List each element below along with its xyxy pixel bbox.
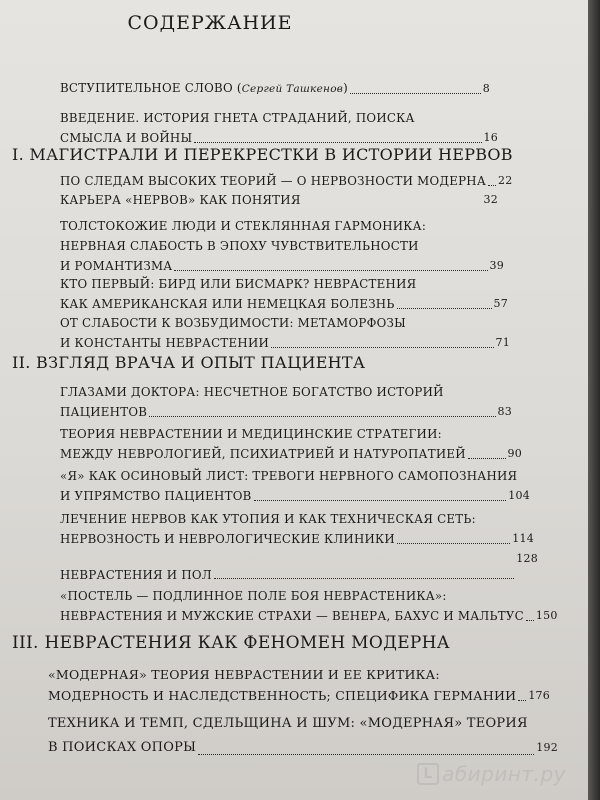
entry-row — [60, 529, 534, 549]
leader-dots — [174, 269, 487, 271]
entry-line: ПАЦИЕНТОВ — [60, 405, 148, 419]
leader-dots — [198, 753, 534, 755]
page-title: СОДЕРЖАНИЕ — [127, 12, 293, 34]
entry-line: ОТ СЛАБОСТИ К ВОЗБУДИМОСТИ: МЕТАМОРФОЗЫ — [60, 316, 407, 330]
leader-dots — [214, 577, 514, 579]
entry-line: И РОМАНТИЗМА — [60, 259, 173, 273]
toc-entry-chapter — [60, 552, 538, 585]
toc-entry-chapter — [60, 382, 512, 422]
page-number: 150 — [535, 609, 558, 622]
page-number: 83 — [497, 405, 512, 418]
toc-entry-chapter — [60, 216, 504, 276]
entry-line: ЛЕЧЕНИЕ НЕРВОВ КАК УТОПИЯ И КАК ТЕХНИЧЕСКАЯ СЕТЬ: — [60, 512, 476, 526]
entry-line: НЕРВОЗНОСТЬ И НЕВРОЛОГИЧЕСКИЕ КЛИНИКИ — [60, 532, 395, 546]
entry-line: КАРЬЕРА «НЕРВОВ» КАК ПОНЯТИЯ — [60, 193, 301, 207]
entry-line: ПО СЛЕДАМ ВЫСОКИХ ТЕОРИЙ — О НЕРВОЗНОСТИ МОДЕРНА — [60, 174, 486, 188]
page-number: 192 — [536, 741, 558, 754]
entry-line: МЕЖДУ НЕВРОЛОГИЕЙ, ПСИХИАТРИЕЙ И НАТУРОПАТИЕЙ — [60, 447, 466, 461]
page-number: 90 — [507, 447, 522, 460]
toc-entry-chapter — [60, 509, 534, 549]
leader-dots — [397, 307, 492, 309]
part-heading-3: III. НЕВРАСТЕНИЯ КАК ФЕНОМЕН МОДЕРНА — [12, 633, 450, 653]
entry-line: В ПОИСКАХ ОПОРЫ — [48, 740, 197, 755]
labirint-watermark — [417, 762, 566, 786]
leader-dots — [526, 619, 534, 621]
entry-line: НЕВРАСТЕНИЯ И МУЖСКИЕ СТРАХИ — ВЕНЕРА, БАХУС И МАЛЬТУС — [60, 609, 524, 623]
leader-dots — [350, 92, 481, 94]
leader-dots — [149, 415, 495, 417]
page-number: 32 — [483, 193, 498, 206]
entry-text: ВСТУПИТЕЛЬНОЕ СЛОВО (Сергей Ташкенов) — [60, 81, 348, 95]
page-number: 176 — [528, 689, 551, 702]
page-number: 16 — [483, 131, 498, 144]
leader-dots — [254, 499, 507, 501]
toc-entry-chapter — [60, 466, 530, 506]
page-number: 39 — [489, 259, 504, 272]
toc-entry-chapter — [60, 274, 508, 314]
entry-row — [60, 256, 504, 276]
toc-entry-chapter — [60, 190, 498, 210]
entry-row — [48, 736, 558, 760]
entry-row — [60, 552, 538, 585]
page-number: 22 — [498, 174, 513, 187]
page-number: 71 — [495, 336, 510, 349]
part-heading-1: I. МАГИСТРАЛИ И ПЕРЕКРЕСТКИ В ИСТОРИИ НЕРВОВ — [12, 145, 513, 164]
watermark-text: абиринт.ру — [442, 762, 566, 786]
entry-row — [60, 402, 512, 422]
entry-row — [48, 685, 551, 706]
toc-entry-chapter — [60, 424, 522, 464]
toc-entry-chapter — [60, 171, 513, 191]
entry-row — [60, 444, 522, 464]
entry-line: КАК АМЕРИКАНСКАЯ ИЛИ НЕМЕЦКАЯ БОЛЕЗНЬ — [60, 297, 395, 311]
leader-dots — [303, 203, 482, 205]
page-number: 128 — [516, 552, 538, 565]
entry-row — [60, 78, 490, 99]
entry-line: И УПРЯМСТВО ПАЦИЕНТОВ — [60, 489, 252, 503]
page-number: 104 — [508, 489, 530, 502]
entry-line: НЕВРАСТЕНИЯ И ПОЛ — [60, 568, 212, 582]
entry-row — [60, 171, 513, 191]
entry-line: ВВЕДЕНИЕ. ИСТОРИЯ ГНЕТА СТРАДАНИЙ, ПОИСКА — [60, 111, 415, 125]
entry-line: МОДЕРНОСТЬ И НАСЛЕДСТВЕННОСТЬ; СПЕЦИФИКА ГЕРМАНИИ — [48, 688, 517, 703]
author-name: Сергей Ташкенов — [241, 83, 344, 95]
toc-entry-chapter — [60, 586, 558, 626]
entry-line: «ПОСТЕЛЬ — ПОДЛИННОЕ ПОЛЕ БОЯ НЕВРАСТЕНИКА»: — [60, 589, 447, 603]
entry-line: ГЛАЗАМИ ДОКТОРА: НЕСЧЕТНОЕ БОГАТСТВО ИСТОРИЙ — [60, 385, 444, 399]
page-number: 114 — [512, 532, 534, 545]
toc-entry-foreword — [60, 78, 490, 99]
leader-dots — [468, 457, 506, 459]
entry-line: НЕРВНАЯ СЛАБОСТЬ В ЭПОХУ ЧУВСТВИТЕЛЬНОСТИ — [60, 239, 419, 253]
toc-entry-chapter — [48, 664, 551, 706]
leader-dots — [271, 346, 493, 348]
entry-row — [60, 333, 510, 353]
entry-row — [60, 606, 558, 626]
page-number: 8 — [482, 82, 490, 95]
leader-dots — [194, 141, 481, 143]
entry-row — [60, 294, 508, 314]
entry-line: «МОДЕРНАЯ» ТЕОРИЯ НЕВРАСТЕНИИ И ЕЕ КРИТИКА: — [48, 667, 440, 682]
toc-entry-chapter — [60, 313, 510, 353]
leader-dots — [488, 184, 496, 186]
entry-row — [60, 190, 498, 210]
entry-line: ТОЛСТОКОЖИЕ ЛЮДИ И СТЕКЛЯННАЯ ГАРМОНИКА: — [60, 219, 427, 233]
leader-dots — [518, 699, 526, 701]
entry-row — [60, 486, 530, 506]
entry-line: ТЕОРИЯ НЕВРАСТЕНИИ И МЕДИЦИНСКИЕ СТРАТЕГИИ: — [60, 427, 442, 441]
toc-entry-chapter — [48, 712, 558, 760]
toc-entry-introduction — [60, 108, 498, 148]
leader-dots — [397, 542, 510, 544]
part-heading-2: II. ВЗГЛЯД ВРАЧА И ОПЫТ ПАЦИЕНТА — [12, 353, 366, 372]
labirint-logo-icon: L — [417, 763, 439, 785]
entry-line: И КОНСТАНТЫ НЕВРАСТЕНИИ — [60, 336, 270, 350]
entry-line: КТО ПЕРВЫЙ: БИРД ИЛИ БИСМАРК? НЕВРАСТЕНИЯ — [60, 277, 417, 291]
entry-line: ТЕХНИКА И ТЕМП, СДЕЛЬЩИНА И ШУМ: «МОДЕРНАЯ» ТЕОРИЯ — [48, 716, 528, 731]
page-edge-shadow — [588, 0, 600, 800]
entry-line: СМЫСЛА И ВОЙНЫ — [60, 131, 193, 145]
entry-line: «Я» КАК ОСИНОВЫЙ ЛИСТ: ТРЕВОГИ НЕРВНОГО САМОПОЗНАНИЯ — [60, 469, 518, 483]
page-number: 57 — [493, 297, 508, 310]
